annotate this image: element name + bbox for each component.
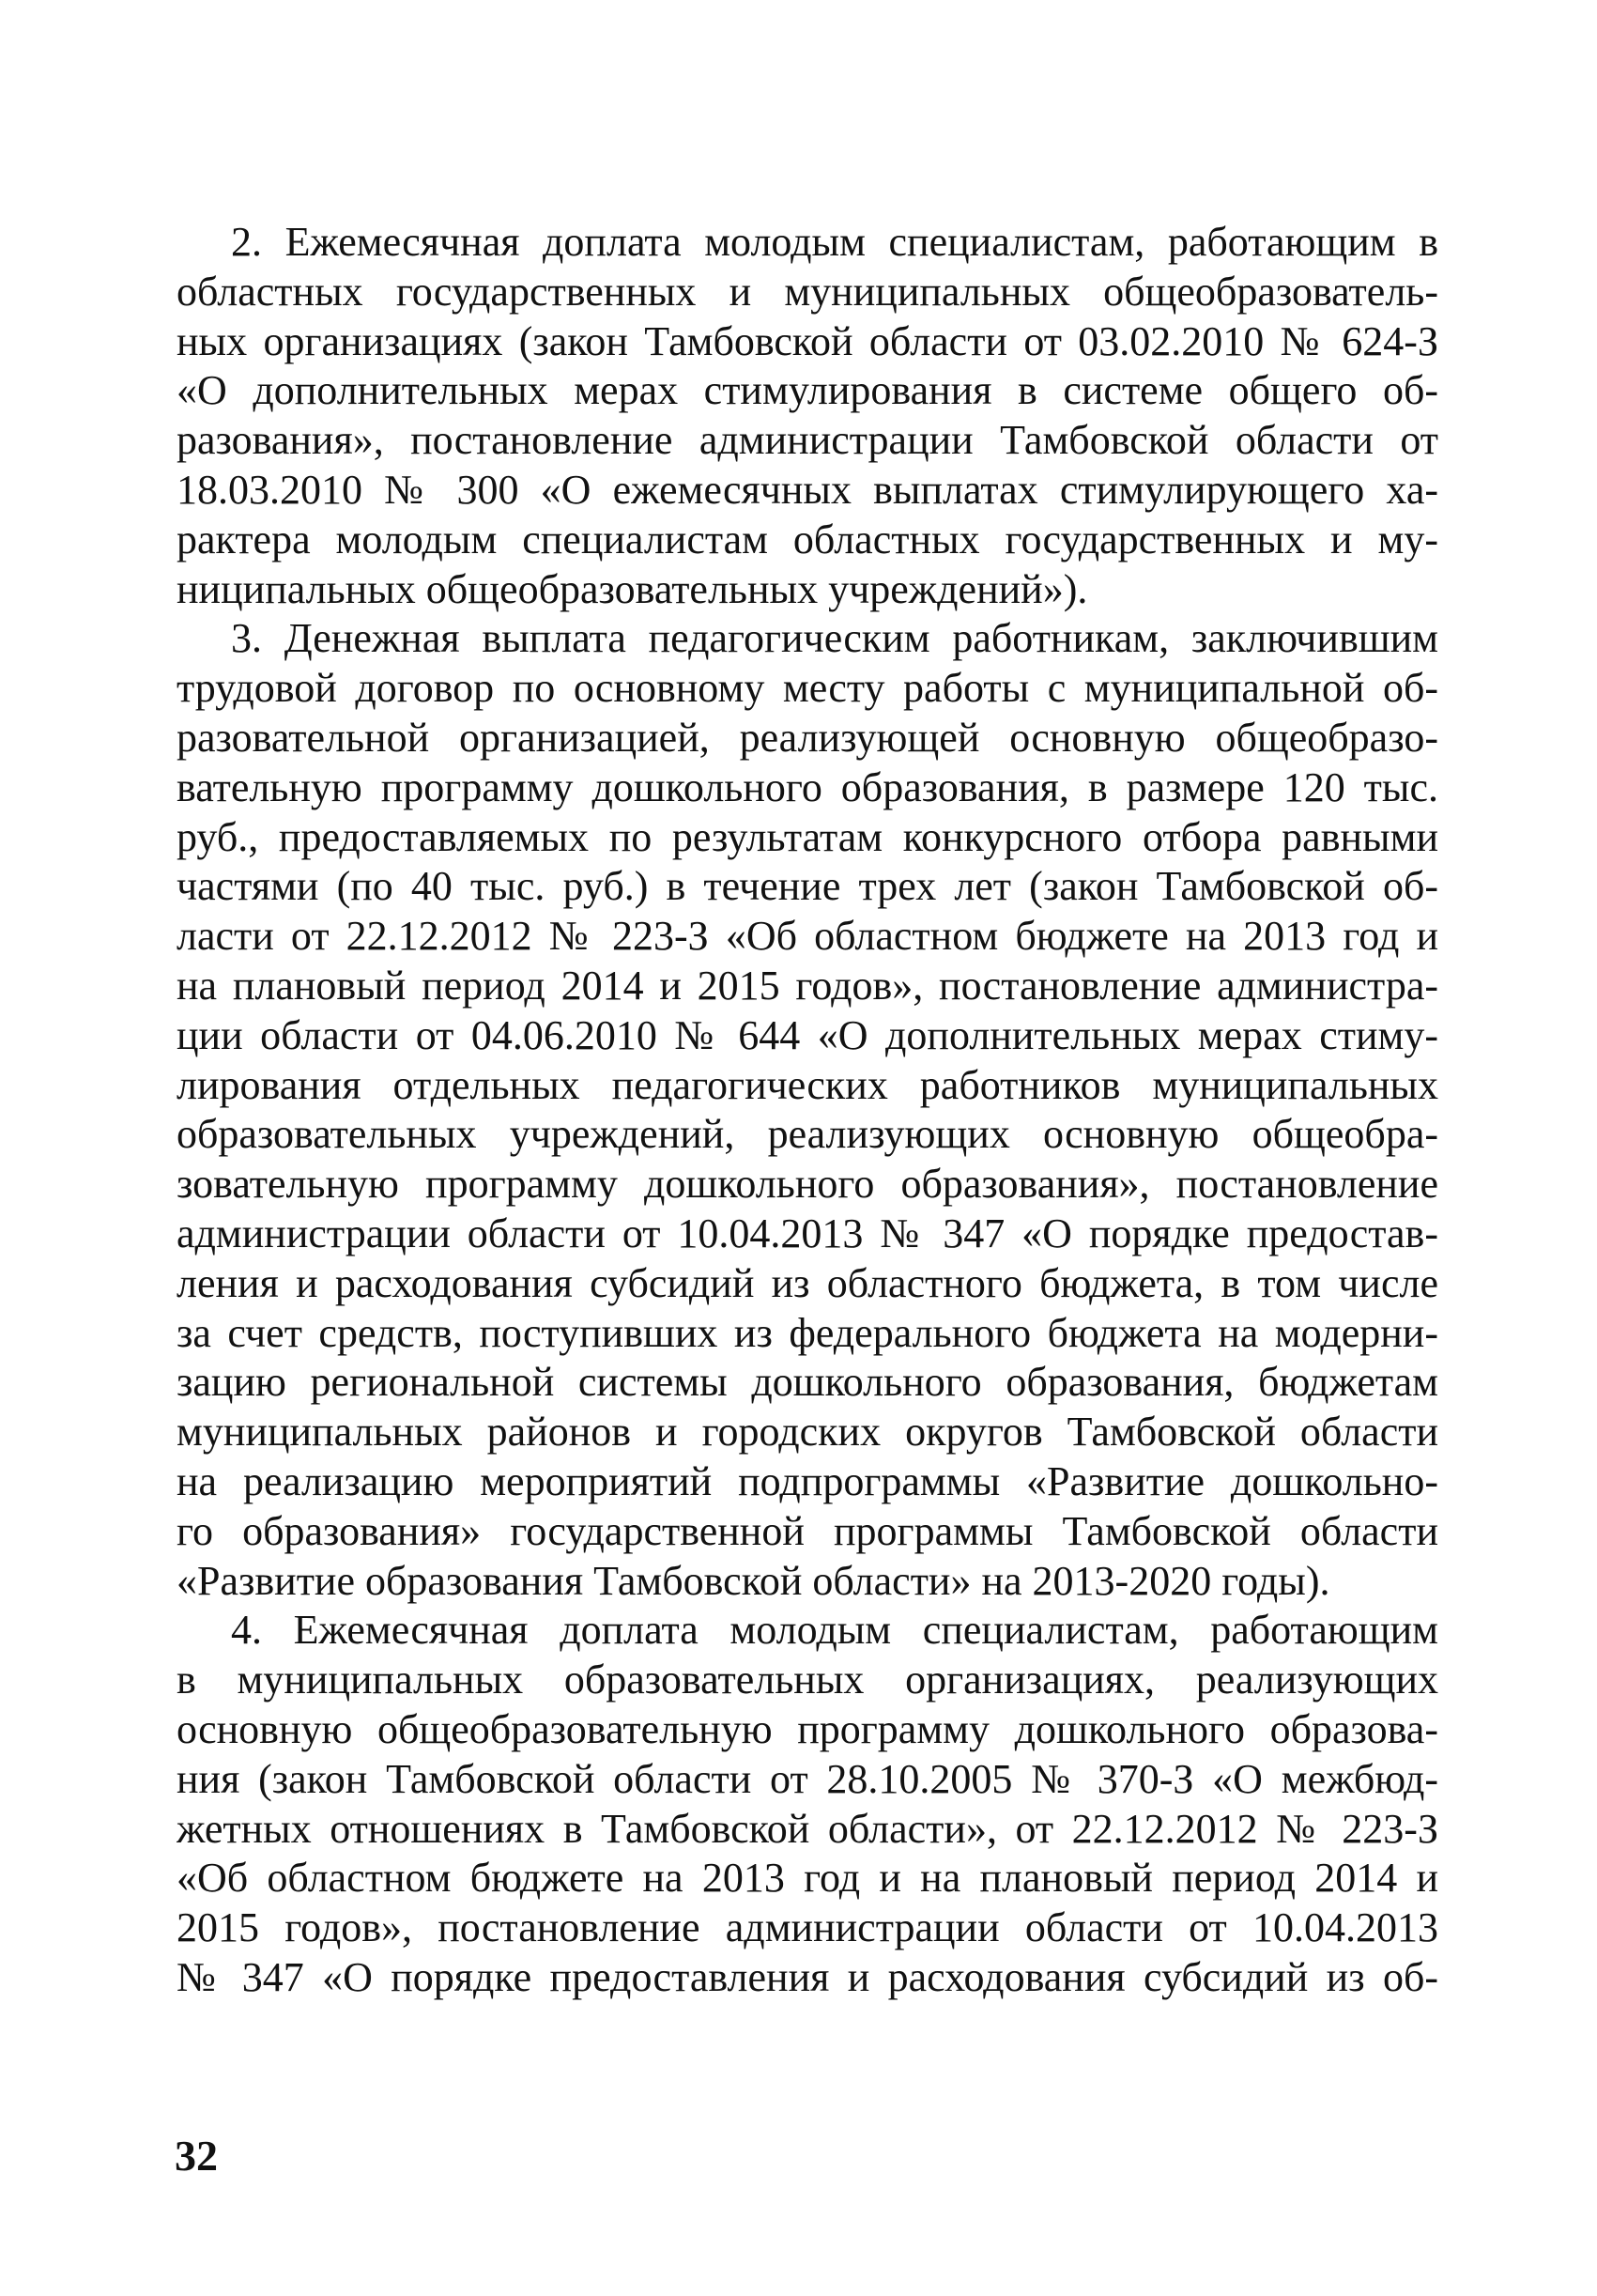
- text-line: трудовой договор по основному месту работы с муниципальной об-: [177, 665, 1438, 712]
- text-line: за счет средств, поступивших из федерального бюджета на модерни-: [177, 1309, 1438, 1356]
- text-line: ления и расходования субсидий из областного бюджета, в том числе: [177, 1259, 1438, 1306]
- text-line: в муниципальных образовательных организациях, реализующих: [177, 1657, 1438, 1703]
- text-line: «О дополнительных мерах стимулирования в системе общего об-: [177, 367, 1438, 414]
- text-line: ния (закон Тамбовской области от 28.10.2005 № 370-З «О межбюд-: [177, 1755, 1438, 1802]
- text-line: лирования отдельных педагогических работников муниципальных: [177, 1061, 1438, 1108]
- text-line: на плановый период 2014 и 2015 годов», постановление администра-: [177, 962, 1438, 1009]
- text-line: 4. Ежемесячная доплата молодым специалистам, работающим: [231, 1607, 1438, 1654]
- text-line: «Развитие образования Тамбовской области» на 2013-2020 годы).: [177, 1557, 1330, 1604]
- text-line: образовательных учреждений, реализующих основную общеобра-: [177, 1111, 1438, 1158]
- text-line: ласти от 22.12.2012 № 223-З «Об областном бюджете на 2013 год и: [177, 913, 1438, 960]
- text-line: вательную программу дошкольного образования, в размере 120 тыс.: [177, 763, 1438, 810]
- text-line: зацию региональной системы дошкольного образования, бюджетам: [177, 1359, 1438, 1406]
- body-text: [177, 218, 1438, 2003]
- text-line: администрации области от 10.04.2013 № 347 «О порядке предостав-: [177, 1210, 1438, 1256]
- text-line: жетных отношениях в Тамбовской области», от 22.12.2012 № 223-З: [177, 1805, 1438, 1852]
- text-line: зовательную программу дошкольного образования», постановление: [177, 1161, 1438, 1208]
- text-line: руб., предоставляемых по результатам конкурсного отбора равными: [177, 813, 1438, 860]
- text-line: муниципальных районов и городских округов Тамбовской области: [177, 1409, 1438, 1456]
- text-line: № 347 «О порядке предоставления и расходования субсидий из об-: [177, 1953, 1438, 2000]
- text-line: ции области от 04.06.2010 № 644 «О дополнительных мерах стиму-: [177, 1011, 1438, 1058]
- text-line: «Об областном бюджете на 2013 год и на плановый период 2014 и: [177, 1855, 1438, 1902]
- page-number: 32: [175, 2132, 218, 2180]
- text-line: ниципальных общеобразовательных учреждений»).: [177, 565, 1088, 612]
- text-line: 2015 годов», постановление администрации области от 10.04.2013: [177, 1904, 1438, 1951]
- text-line: ных организациях (закон Тамбовской области от 03.02.2010 № 624-З: [177, 317, 1438, 364]
- text-line: разовательной организацией, реализующей основную общеобразо-: [177, 714, 1438, 761]
- text-line: основную общеобразовательную программу дошкольного образова-: [177, 1705, 1438, 1752]
- text-line: областных государственных и муниципальных общеобразователь-: [177, 268, 1438, 315]
- text-line: рактера молодым специалистам областных государственных и му-: [177, 516, 1438, 562]
- text-line: на реализацию мероприятий подпрограммы «Развитие дошкольно-: [177, 1457, 1438, 1504]
- text-line: 3. Денежная выплата педагогическим работникам, заключившим: [231, 615, 1438, 662]
- text-line: 2. Ежемесячная доплата молодым специалистам, работающим в: [231, 219, 1438, 265]
- text-line: разования», постановление администрации Тамбовской области от: [177, 417, 1438, 464]
- text-line: 18.03.2010 № 300 «О ежемесячных выплатах стимулирующего ха-: [177, 466, 1438, 513]
- text-line: го образования» государственной программы Тамбовской области: [177, 1507, 1438, 1554]
- text-line: частями (по 40 тыс. руб.) в течение трех лет (закон Тамбовской об-: [177, 863, 1438, 910]
